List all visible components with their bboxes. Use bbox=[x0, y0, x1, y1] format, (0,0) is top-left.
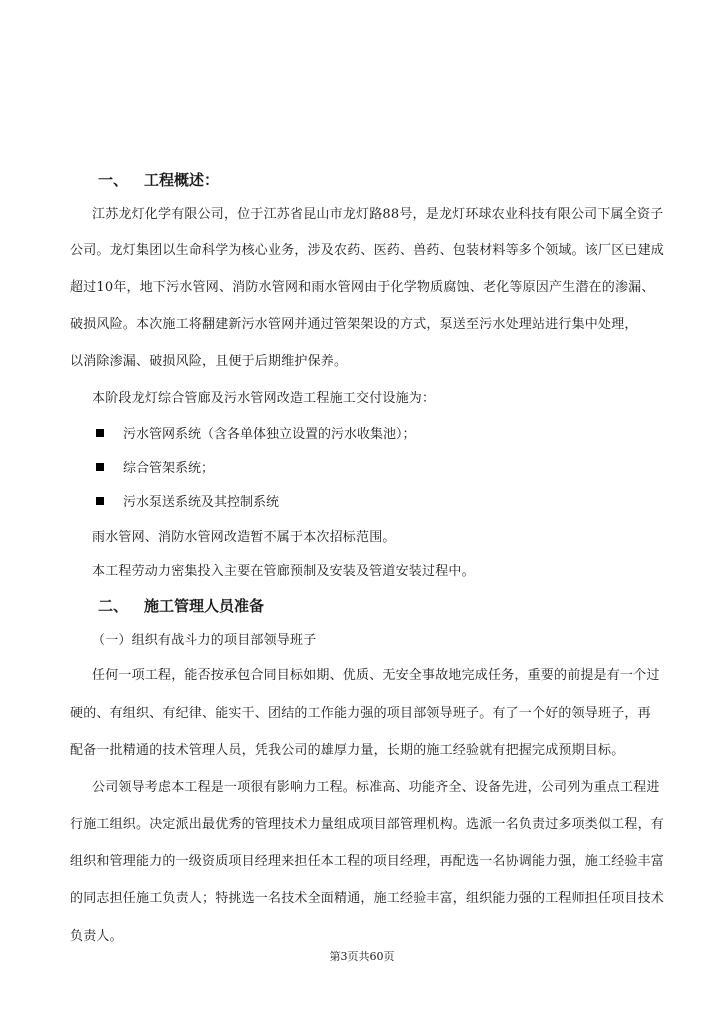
section1-number: 一、 bbox=[98, 171, 129, 189]
bullet-text: 污水泵送系统及其控制系统 bbox=[123, 495, 280, 510]
paragraph-line: 配备一批精通的技术管理人员，凭我公司的雄厚力量，长期的施工经验就有把握完成预期目标。 bbox=[70, 743, 625, 758]
labor-note: 本工程劳动力密集投入主要在管廊预制及安装及管道安装过程中。 bbox=[92, 564, 475, 579]
paragraph-line: 破损风险。本次施工将翻建新污水管网并通过管架架设的方式，泵送至污水处理站进行集中处理， bbox=[70, 317, 638, 332]
bullet-item bbox=[96, 494, 279, 512]
bullet-text: 综合管架系统； bbox=[123, 461, 215, 476]
bullet-text: 污水管网系统（含各单体独立设置的污水收集池）； bbox=[123, 427, 416, 442]
section1-title: 工程概述： bbox=[144, 171, 220, 189]
section2-heading bbox=[98, 596, 264, 616]
square-bullet-icon bbox=[96, 463, 104, 471]
scope-note: 雨水管网、消防水管网改造暂不属于本次招标范围。 bbox=[92, 530, 396, 545]
paragraph-line: 公司领导考虑本工程是一项很有影响力工程。标准高、功能齐全、设备先进，公司列为重点工程进 bbox=[92, 780, 660, 795]
paragraph-line: 江苏龙灯化学有限公司，位于江苏省昆山市龙灯路88号，是龙灯环球农业科技有限公司下属全资子 bbox=[92, 207, 664, 222]
paragraph-line: 的同志担任施工负责人；特挑选一名技术全面精通，施工经验丰富，组织能力强的工程师担任项目技术 bbox=[70, 891, 665, 906]
paragraph-line: 以消除渗漏、破损风险，且便于后期维护保养。 bbox=[70, 354, 348, 369]
square-bullet-icon bbox=[96, 497, 104, 505]
paragraph-line: 超过10年，地下污水管网、消防水管网和雨水管网由于化学物质腐蚀、老化等原因产生潜在的渗漏、 bbox=[70, 280, 655, 295]
page-number: 第3页共60页 bbox=[329, 950, 395, 963]
paragraph-line: 组织和管理能力的一级资质项目经理来担任本工程的项目经理，再配选一名协调能力强，施工经验丰富 bbox=[70, 854, 665, 869]
bullet-item bbox=[96, 460, 214, 478]
paragraph-line: 公司。龙灯集团以生命科学为核心业务，涉及农药、医药、兽药、包装材料等多个领域。该厂区已建成 bbox=[70, 243, 665, 258]
section2-number: 二、 bbox=[98, 597, 129, 615]
section1-heading bbox=[98, 170, 219, 190]
section2-subheading: （一）组织有战斗力的项目部领导班子 bbox=[92, 633, 317, 648]
paragraph-line: 硬的、有组织、有纪律、能实干、团结的工作能力强的项目部领导班子。有了一个好的领导班子，再 bbox=[70, 706, 651, 721]
paragraph-line: 负责人。 bbox=[70, 929, 123, 944]
paragraph-line: 行施工组织。决定派出最优秀的管理技术力量组成项目部管理机构。选派一名负责过多项类似工程，有 bbox=[70, 817, 665, 832]
square-bullet-icon bbox=[96, 429, 104, 437]
bullet-item bbox=[96, 426, 416, 444]
paragraph-line: 任何一项工程，能否按承包合同目标如期、优质、无安全事故地完成任务，重要的前提是有一个过 bbox=[92, 668, 660, 683]
section2-title: 施工管理人员准备 bbox=[144, 597, 265, 615]
delivery-intro: 本阶段龙灯综合管廊及污水管网改造工程施工交付设施为： bbox=[92, 391, 436, 406]
